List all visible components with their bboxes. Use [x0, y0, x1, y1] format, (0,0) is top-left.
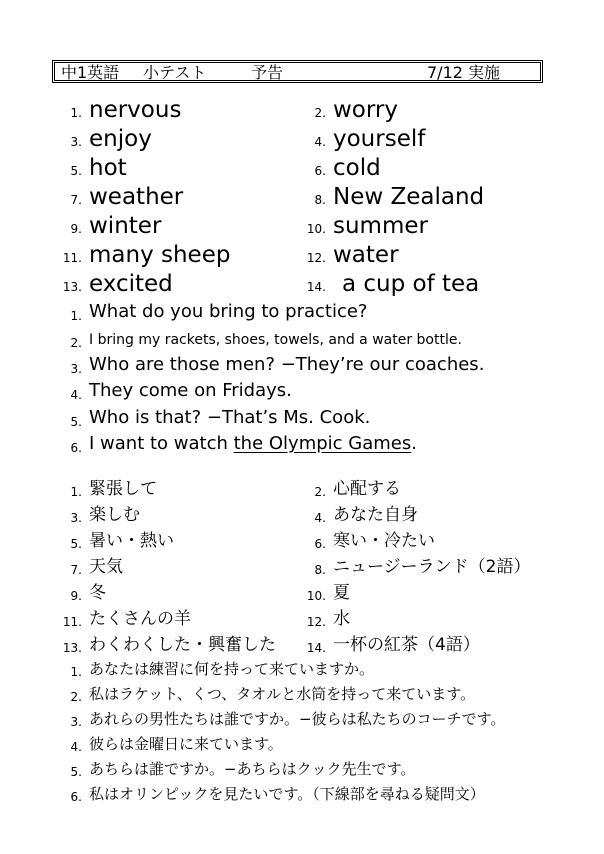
item-number: 8. — [314, 193, 326, 207]
item-number: 4. — [314, 511, 326, 525]
item-number: 14. — [306, 641, 326, 655]
sentence-suffix: . — [411, 433, 417, 454]
item-number: 7. — [70, 563, 82, 577]
vocab-meaning: あなた自身 — [333, 505, 418, 525]
item-number: 2. — [70, 690, 82, 704]
sentence: What do you bring to practice? — [89, 301, 368, 322]
vocab-meaning: 寒い・冷たい — [333, 531, 435, 551]
item-number: 14. — [306, 280, 326, 294]
item-number: 6. — [70, 790, 82, 804]
item-number: 1. — [70, 485, 82, 499]
vocab-word: New Zealand — [333, 184, 485, 210]
vocab-word: worry — [333, 97, 399, 123]
vocab-word: cold — [333, 155, 381, 181]
sentence: I bring my rackets, shoes, towels, and a water bottle. — [89, 332, 462, 348]
item-number: 12. — [306, 615, 326, 629]
item-number: 5. — [70, 537, 82, 551]
vocab-meaning: ニュージーランド（2語） — [333, 557, 531, 577]
vocab-meaning: 楽しむ — [89, 505, 140, 525]
item-number: 3. — [70, 135, 82, 149]
vocab-word: many sheep — [89, 242, 231, 268]
vocab-meaning: たくさんの羊 — [89, 609, 191, 629]
item-number: 7. — [70, 193, 82, 207]
vocab-word: a cup of tea — [342, 271, 480, 297]
item-number: 2. — [70, 336, 82, 350]
vocab-meaning: 水 — [333, 609, 350, 629]
item-number: 1. — [70, 106, 82, 120]
item-number: 12. — [306, 251, 326, 265]
vocab-word: water — [333, 242, 399, 268]
sentence: Who is that? −That’s Ms. Cook. — [89, 407, 371, 428]
item-number: 5. — [70, 164, 82, 178]
item-number: 11. — [62, 251, 82, 265]
item-number: 10. — [306, 222, 326, 236]
translation-sentence: 私はオリンピックを見たいです。（下線部を尋ねる疑問文） — [89, 785, 485, 803]
translation-sentence: あちらは誰ですか。−あちらはクック先生です。 — [89, 760, 416, 778]
vocab-meaning: 心配する — [333, 479, 401, 499]
course-label: 中1英語 — [61, 63, 120, 82]
item-number: 6. — [314, 164, 326, 178]
vocab-word: yourself — [333, 126, 426, 152]
item-number: 3. — [70, 362, 82, 376]
vocab-meaning: わくわくした・興奮した — [89, 635, 276, 655]
vocab-word: winter — [89, 213, 162, 239]
vocab-meaning: 一杯の紅茶（4語） — [333, 635, 480, 655]
vocab-word: excited — [89, 271, 173, 297]
item-number: 6. — [314, 537, 326, 551]
item-number: 13. — [62, 641, 82, 655]
sentence: They come on Fridays. — [89, 380, 292, 401]
item-number: 2. — [314, 106, 326, 120]
item-number: 11. — [62, 615, 82, 629]
vocab-word: hot — [89, 155, 127, 181]
item-number: 8. — [314, 563, 326, 577]
vocab-word: nervous — [89, 97, 182, 123]
vocab-meaning: 夏 — [333, 583, 350, 603]
item-number: 1. — [70, 665, 82, 679]
sentence-prefix: I want to watch — [89, 433, 234, 454]
test-date: 7/12 実施 — [427, 63, 501, 82]
item-number: 10. — [306, 589, 326, 603]
test-type-label: 小テスト — [143, 63, 207, 82]
item-number: 9. — [70, 222, 82, 236]
item-number: 9. — [70, 589, 82, 603]
vocab-meaning: 暑い・熱い — [89, 531, 174, 551]
sentence — [89, 433, 417, 455]
sentence: Who are those men? −They’re our coaches. — [89, 354, 485, 375]
vocab-meaning: 緊張して — [89, 479, 157, 499]
item-number: 13. — [62, 280, 82, 294]
vocab-meaning: 冬 — [89, 583, 106, 603]
item-number: 3. — [70, 715, 82, 729]
item-number: 1. — [70, 309, 82, 323]
translation-sentence: あれらの男性たちは誰ですか。−彼らは私たちのコーチです。 — [89, 710, 506, 728]
vocab-word: weather — [89, 184, 184, 210]
item-number: 6. — [70, 441, 82, 455]
item-number: 3. — [70, 511, 82, 525]
item-number: 5. — [70, 765, 82, 779]
vocab-word: enjoy — [89, 126, 152, 152]
item-number: 2. — [314, 485, 326, 499]
item-number: 4. — [314, 135, 326, 149]
vocab-word: summer — [333, 213, 428, 239]
notice-label: 予告 — [251, 63, 284, 82]
test-header — [52, 60, 543, 83]
vocab-meaning: 天気 — [89, 557, 123, 577]
item-number: 4. — [70, 388, 82, 402]
underlined-phrase: the Olympic Games — [233, 433, 412, 454]
item-number: 4. — [70, 740, 82, 754]
translation-sentence: 彼らは金曜日に来ています。 — [89, 735, 283, 753]
translation-sentence: あなたは練習に何を持って来ていますか。 — [89, 660, 375, 678]
translation-sentence: 私はラケット、くつ、タオルと水筒を持って来ています。 — [89, 685, 476, 703]
item-number: 5. — [70, 415, 82, 429]
